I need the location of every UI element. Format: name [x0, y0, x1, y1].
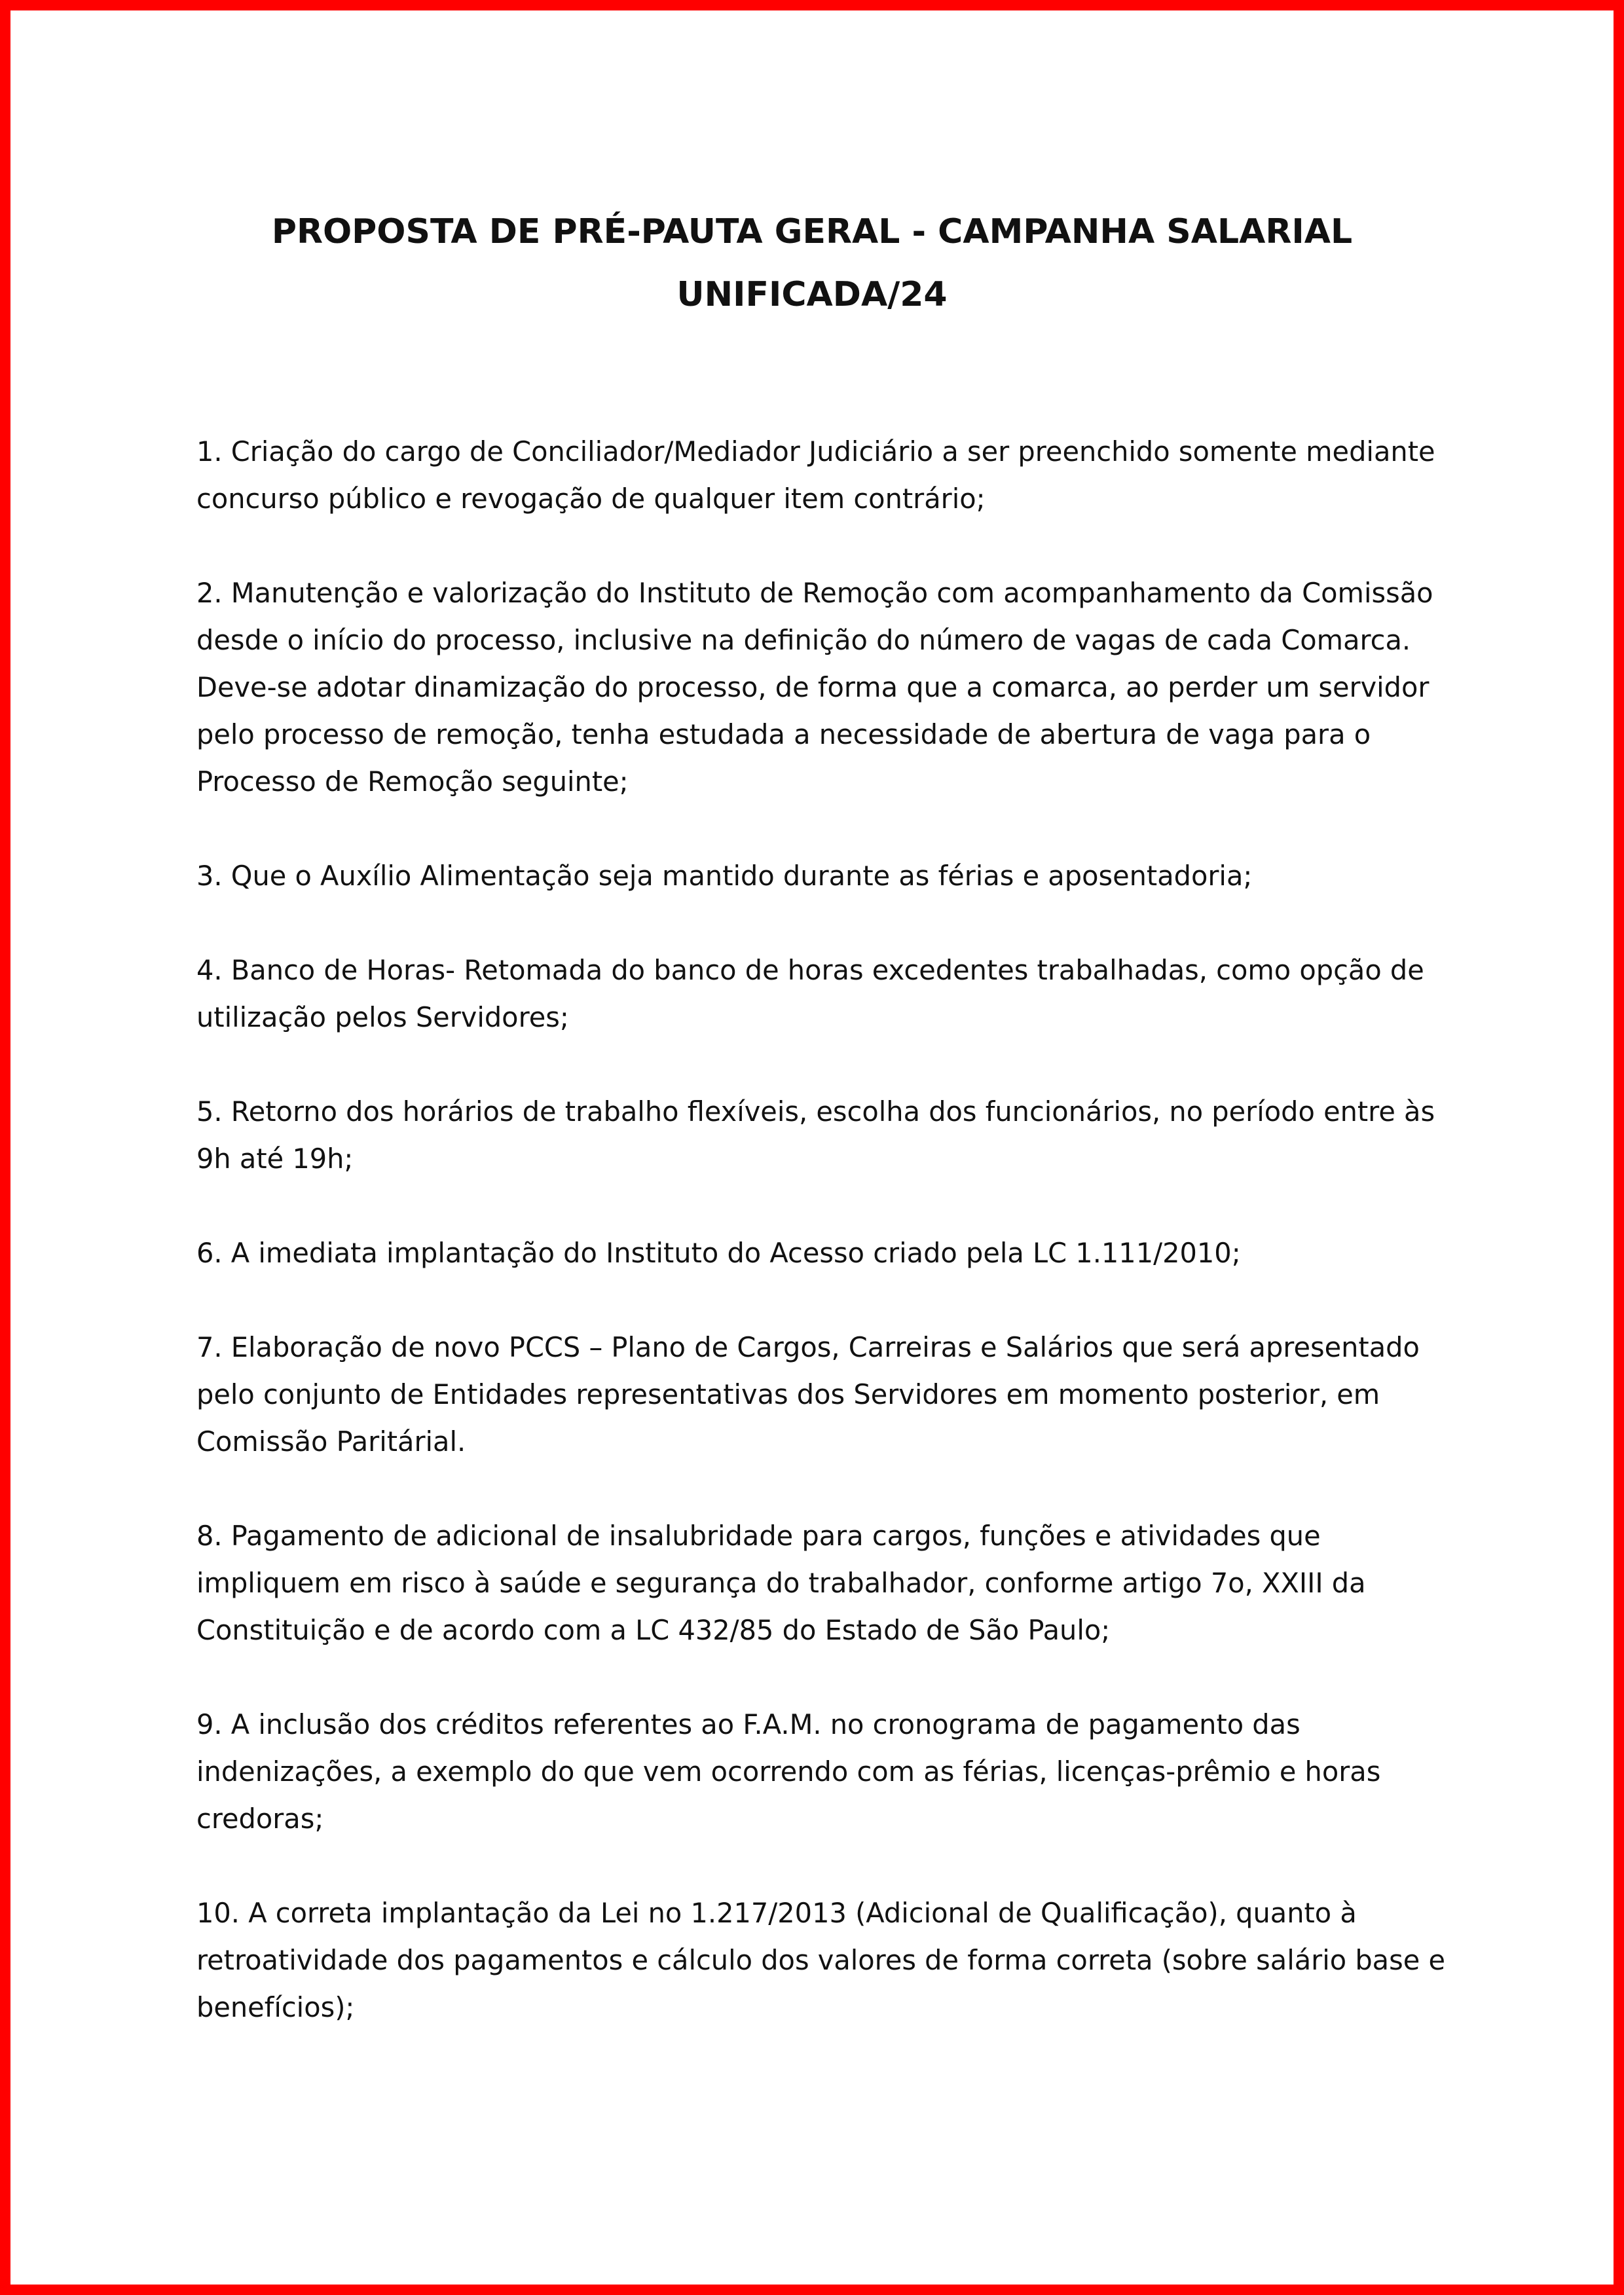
item-line: 5. Retorno dos horários de trabalho flexíveis, escolha dos funcionários, no período entre às — [196, 1095, 1435, 1128]
item-line: concurso público e revogação de qualquer item contrário; — [196, 483, 986, 515]
item-line: benefícios); — [196, 1991, 355, 2023]
item-line: 9h até 19h; — [196, 1143, 354, 1175]
list-item — [196, 853, 1441, 900]
item-line: 2. Manutenção e valorização do Instituto de Remoção com acompanhamento da Comissão — [196, 577, 1433, 609]
item-line: 7. Elaboração de novo PCCS – Plano de Cargos, Carreiras e Salários que será apresentado — [196, 1331, 1420, 1363]
item-line: 10. A correta implantação da Lei no 1.217/2013 (Adicional de Qualificação), quanto à — [196, 1897, 1357, 1929]
list-item — [196, 570, 1441, 805]
item-line: indenizações, a exemplo do que vem ocorrendo com as férias, licenças-prêmio e horas — [196, 1755, 1381, 1788]
item-line: 3. Que o Auxílio Alimentação seja mantido durante as férias e aposentadoria; — [196, 860, 1253, 892]
title-line: PROPOSTA DE PRÉ-PAUTA GERAL - CAMPANHA SALARIAL — [271, 212, 1353, 251]
item-line: desde o início do processo, inclusive na definição do número de vagas de cada Comarca. — [196, 624, 1411, 656]
list-item — [196, 1513, 1441, 1654]
demands-list — [196, 428, 1445, 2078]
item-line: pelo conjunto de Entidades representativas dos Servidores em momento posterior, em — [196, 1378, 1380, 1410]
list-item — [196, 428, 1441, 523]
item-line: retroatividade dos pagamentos e cálculo dos valores de forma correta (sobre salário base e — [196, 1944, 1445, 1976]
item-line: impliquem em risco à saúde e segurança do trabalhador, conforme artigo 7o, XXIII da — [196, 1567, 1366, 1599]
item-line: 8. Pagamento de adicional de insalubridade para cargos, funções e atividades que — [196, 1520, 1321, 1552]
item-line: utilização pelos Servidores; — [196, 1001, 569, 1033]
item-line: 4. Banco de Horas- Retomada do banco de horas excedentes trabalhadas, como opção de — [196, 954, 1424, 986]
item-line: credoras; — [196, 1803, 324, 1835]
item-line: Processo de Remoção seguinte; — [196, 765, 629, 798]
item-line: Deve-se adotar dinamização do processo, de forma que a comarca, ao perder um servidor — [196, 671, 1430, 703]
list-item — [196, 1088, 1441, 1183]
item-line: Constituição e de acordo com a LC 432/85 do Estado de São Paulo; — [196, 1614, 1111, 1646]
item-line: 1. Criação do cargo de Conciliador/Mediador Judiciário a ser preenchido somente mediante — [196, 435, 1435, 468]
title-line: UNIFICADA/24 — [676, 275, 948, 314]
document-title — [10, 200, 1614, 326]
list-item — [196, 1230, 1441, 1277]
item-line: Comissão Paritárial. — [196, 1425, 466, 1458]
item-line: 9. A inclusão dos créditos referentes ao F.A.M. no cronograma de pagamento das — [196, 1708, 1301, 1740]
item-line: pelo processo de remoção, tenha estudada a necessidade de abertura de vaga para o — [196, 718, 1371, 750]
list-item — [196, 1890, 1445, 2031]
list-item — [196, 1324, 1441, 1465]
list-item — [196, 947, 1441, 1041]
item-line: 6. A imediata implantação do Instituto do Acesso criado pela LC 1.111/2010; — [196, 1237, 1241, 1269]
list-item — [196, 1701, 1441, 1843]
